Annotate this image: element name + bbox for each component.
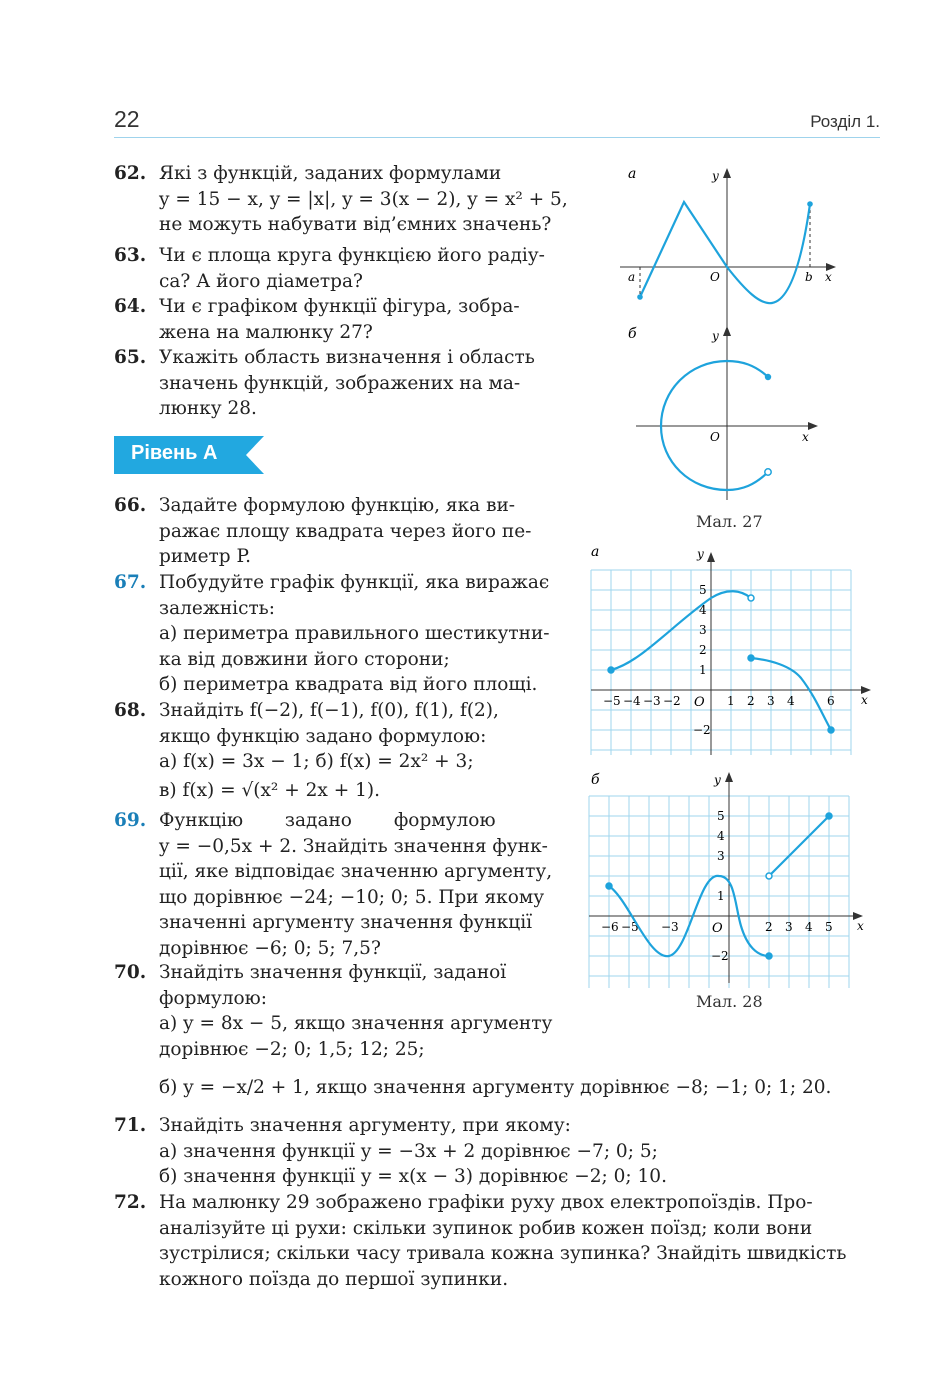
task-line: Задайте формулою функцію, яка ви- [159,495,516,516]
open-endpoint [766,873,772,879]
x-tick-label: 4 [805,920,813,934]
task-line: люнку 28. [159,398,257,419]
task-line: Укажіть область визначення і область [159,347,535,368]
axis-label: x [802,430,809,444]
level-badge-label: Рівень А [131,442,218,464]
y-tick-label: 3 [717,849,725,863]
tick-labels [601,809,833,963]
task-line: риметр P. [159,546,252,567]
y-tick-label: −2 [693,723,711,737]
task-70b [114,1075,834,1101]
axis-label: x [861,693,868,707]
x-tick-label: −2 [663,694,681,708]
task-line: значень функцій, зображених на ма- [159,372,521,394]
x-tick-label: 3 [767,694,775,708]
fig27-label-b: б [628,326,637,342]
task-line: ражає площу квадрата через його пе- [159,520,532,542]
y-tick-label: 4 [699,603,707,617]
a-mark: a [628,270,636,284]
task-line: Знайдіть f(−2), f(−1), f(0), f(1), f(2), [159,700,499,721]
x-tick-label: 2 [747,694,755,708]
arrow-icon [707,552,715,562]
endpoint [606,883,612,889]
task-line: дорівнює −2; 0; 1,5; 12; 25; [159,1038,425,1060]
figure-28b [585,768,885,988]
b-mark: b [805,270,813,284]
task-line: аналізуйте ці рухи: скільки зупинок робив кожен поїзд; коли вони [159,1217,813,1239]
y-tick-label: 1 [699,663,707,677]
endpoint [637,294,643,300]
task-line: дорівнює −6; 0; 5; 7,5? [159,937,381,959]
x-tick-label: −6 [601,920,619,934]
task-line: зустрілися; скільки часу тривала кожна зупинка? Знайдіть швидкість [159,1243,847,1264]
x-tick-label: 6 [827,694,835,708]
task-line: са? А його діаметра? [159,270,363,292]
task-line: Побудуйте графік функції, яка виражає [159,572,550,593]
task-line: якщо функцію задано формулою: [159,725,487,747]
task-72 [114,1190,847,1292]
endpoints [608,595,834,733]
task-68 [114,698,556,803]
fig28b-curve-2 [769,816,829,876]
fig27-label-a: а [628,166,637,182]
task-line: На малюнку 29 зображено графіки руху двох електропоїздів. Про- [159,1192,813,1213]
task-line: кожного поїзда до першої зупинки. [159,1268,509,1290]
y-tick-label: 4 [717,829,725,843]
header-divider [114,137,880,138]
axis-label: y [712,169,719,183]
endpoint [748,655,754,661]
origin-label: O [694,695,705,710]
x-tick-label: −3 [643,694,661,708]
task-67 [114,570,556,698]
axis-label: x [857,919,864,933]
figure-27 [590,160,850,510]
fig27-caption: Мал. 27 [696,512,763,531]
task-70 [114,960,556,1062]
page-number: 22 [114,106,140,132]
task-number: 70. [114,962,147,983]
task-line: y = −0,5x + 2. Знайдіть значення функ- [159,835,548,857]
y-tick-label: 5 [699,583,707,597]
open-endpoint [765,469,771,475]
endpoint [608,667,614,673]
arrow-icon [808,422,818,430]
task-66 [114,493,556,570]
arrow-icon [723,326,731,336]
task-line: а) периметра правильного шестикутни- [159,623,550,644]
task-line: не можуть набувати від’ємних значень? [159,214,552,235]
task-line: Функцію задано формулою [159,810,496,831]
x-tick-label: 2 [765,920,773,934]
task-line: а) y = 8x − 5, якщо значення аргументу [159,1013,553,1034]
task-line: ка від довжини його сторони; [159,648,450,670]
x-tick-label: 1 [727,694,735,708]
task-number: 63. [114,245,147,266]
x-tick-label: 3 [785,920,793,934]
axis-label: y [714,773,721,787]
task-line: y = 15 − x, y = |x|, y = 3(x − 2), y = x² + 5, [159,188,568,210]
task-number: 69. [114,810,147,831]
section-title: Розділ 1. [810,112,880,131]
figure-28a [585,540,885,755]
y-tick-label: 2 [699,643,707,657]
endpoint [807,201,813,207]
task-number: 67. [114,572,147,593]
task-number: 62. [114,163,147,184]
origin-label: O [710,430,720,444]
fig27a-curve [640,202,810,303]
task-number: 64. [114,296,147,317]
open-endpoint [748,595,754,601]
task-line: а) значення функції y = −3x + 2 дорівнює −7; 0; 5; [159,1140,658,1162]
task-line: а) f(x) = 3x − 1; б) f(x) = 2x² + 3; [159,751,474,772]
task-line: Знайдіть значення аргументу, при якому: [159,1115,571,1136]
task-number: 68. [114,700,147,721]
task-line: Знайдіть значення функції, заданої [159,962,507,983]
task-number: 72. [114,1192,147,1213]
level-badge [114,436,264,474]
task-line: Чи є площа круга функцією його радіу- [159,245,545,266]
origin-label: O [712,921,723,936]
x-tick-label: 5 [825,920,833,934]
axis-label: y [697,547,704,561]
origin-label: O [710,270,720,284]
task-65 [114,345,556,422]
x-tick-label: −5 [603,694,621,708]
task-number: 66. [114,495,147,516]
task-64 [114,294,556,345]
task-line: Чи є графіком функції фігура, зобра- [159,296,520,317]
x-tick-label: −4 [623,694,641,708]
task-63 [114,243,556,294]
x-tick-label: −3 [661,920,679,934]
task-line: формулою: [159,987,267,1009]
fig28-label-b: б [591,772,600,788]
fig28-label-a: а [591,544,600,560]
task-line: ції, яке відповідає значенню аргументу, [159,861,553,882]
task-line: б) y = −x/2 + 1, якщо значення аргументу дорівнює −8; −1; 0; 1; 20. [159,1077,832,1098]
arrow-icon [723,168,731,178]
task-62 [114,161,568,238]
x-tick-label: 4 [787,694,795,708]
task-line: що дорівнює −24; −10; 0; 5. При якому [159,886,545,908]
endpoint [826,813,832,819]
axis-label: x [825,270,832,284]
task-line: Які з функцій, заданих формулами [159,163,502,184]
task-line: залежність: [159,597,275,619]
task-line: в) f(x) = √(x² + 2x + 1). [159,779,380,801]
y-tick-label: 1 [717,889,725,903]
endpoint [766,953,772,959]
y-tick-label: 5 [717,809,725,823]
y-tick-label: 3 [699,623,707,637]
task-69 [114,808,556,961]
tick-labels [603,583,835,737]
task-71 [114,1113,834,1190]
task-line: б) периметра квадрата від його площі. [159,674,538,695]
task-line: б) значення функції y = x(x − 3) дорівнює −2; 0; 10. [159,1166,667,1187]
task-line: жена на малюнку 27? [159,321,373,343]
fig28-caption: Мал. 28 [696,992,763,1011]
task-number: 65. [114,347,147,368]
fig28a-curve-1 [611,591,751,670]
endpoint [828,727,834,733]
task-number: 71. [114,1115,147,1136]
task-line: значенні аргументу значення функції [159,912,533,933]
x-tick-label: −5 [621,920,639,934]
y-tick-label: −2 [711,949,729,963]
arrow-icon [725,772,733,782]
axis-label: y [712,329,719,343]
endpoint [765,374,771,380]
